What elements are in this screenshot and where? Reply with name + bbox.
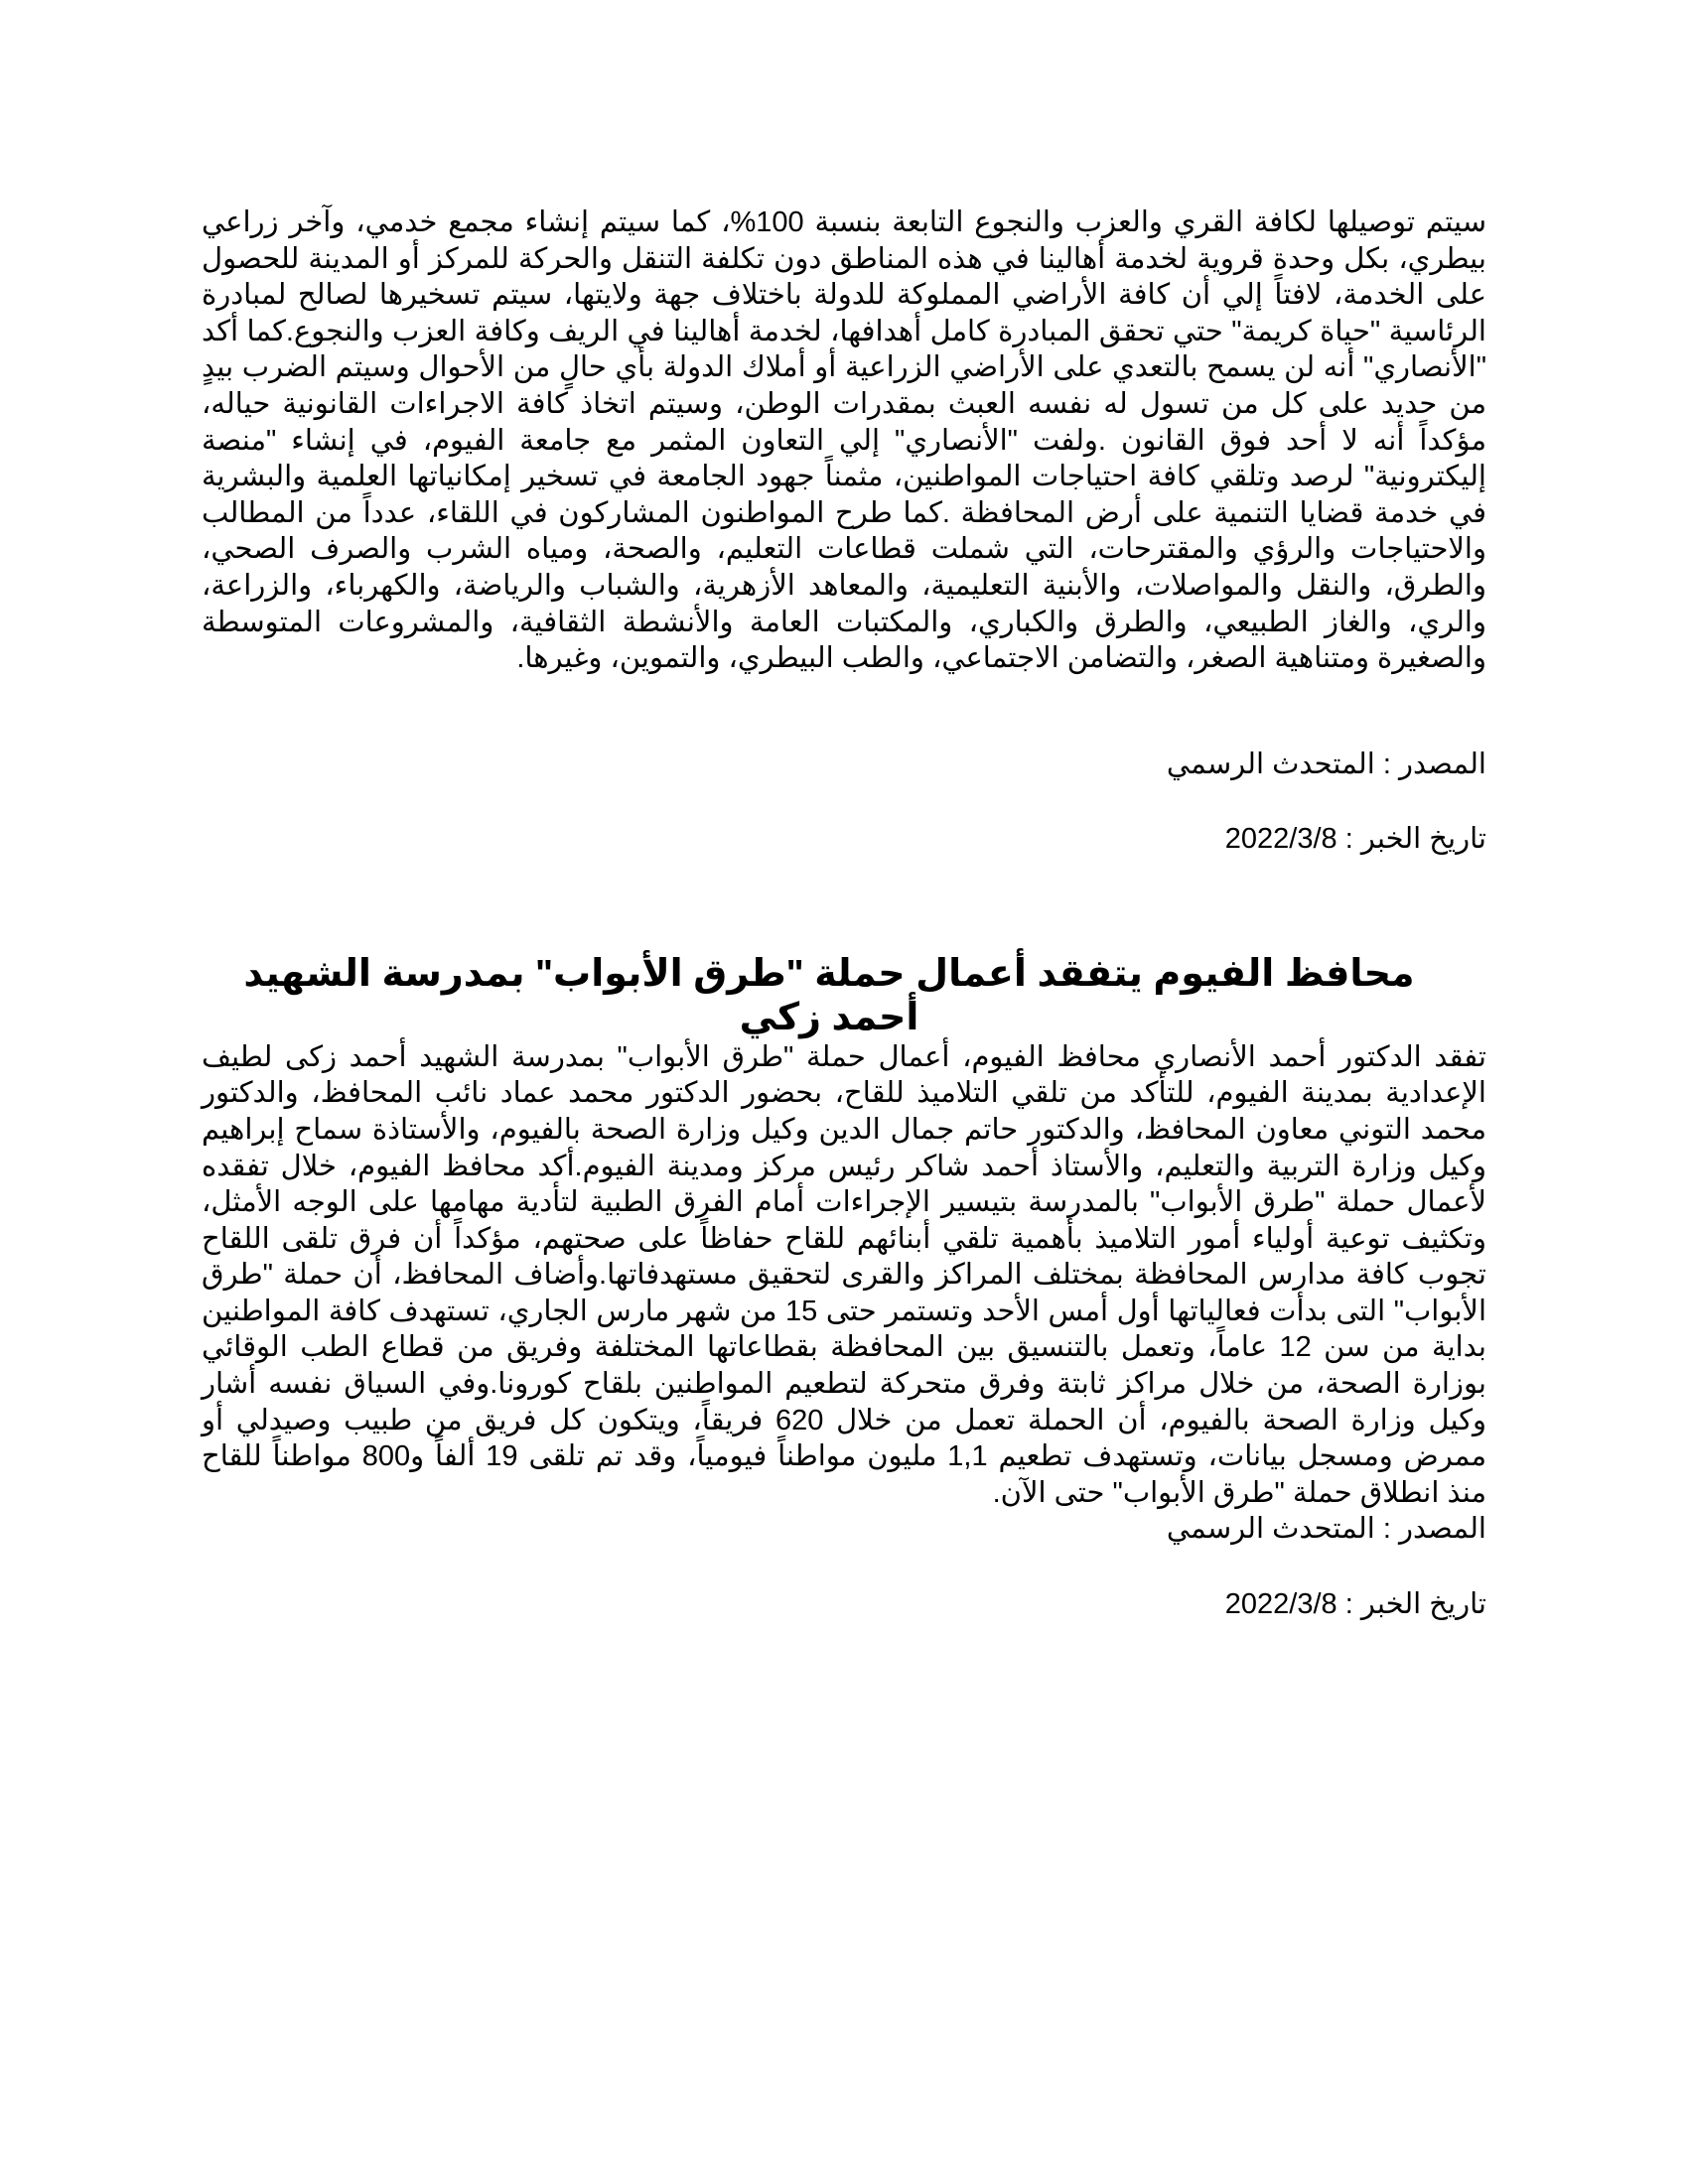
source-label: المصدر [1398,1513,1486,1546]
separator: : [1336,1588,1353,1621]
date-label: تاريخ الخبر [1360,1588,1486,1621]
source-value: المتحدث الرسمي [1166,748,1375,780]
article-2-body: تفقد الدكتور أحمد الأنصاري محافظ الفيوم، أعمال حملة "طرق الأبواب" بمدرسة الشهيد أحمد زكى لطيف الإعدادية بمدينة الفيوم، للتأكد من تلقي التلاميذ للقاح، بحضور الدكتور محمد عماد نائب المحافظ، والدكتور محمد التوني معاون المحافظ، والدكتور حاتم جمال الدين وكيل وزارة الصحة بالفيوم، والأستاذة سماح إبراهيم وكيل وزارة التربية والتعليم، والأستاذ أحمد شاكر رئيس مركز ومدينة الفيوم.أكد محافظ الفيوم، خلال تفقده لأعمال حملة "طرق الأبواب" بالمدرسة بتيسير الإجراءات أمام الفرق الطبية لتأدية مهامها على الوجه الأمثل، وتكثيف توعية أولياء أمور التلاميذ بأهمية تلقي أبنائهم للقاح حفاظاً على صحتهم، مؤكداً أن فرق تلقى اللقاح تجوب كافة مدارس المحافظة بمختلف المراكز والقرى لتحقيق مستهدفاتها.وأضاف المحافظ، أن حملة "طرق الأبواب" التى بدأت فعالياتها أول أمس الأحد وتستمر حتى 15 من شهر مارس الجاري، تستهدف كافة المواطنين بداية من سن 12 عاماً، وتعمل بالتنسيق بين المحافظة بقطاعاتها المختلفة وفريق من قطاع الطب الوقائي بوزارة الصحة، من خلال مراكز ثابتة وفرق متحركة لتطعيم المواطنين بلقاح كورونا.وفي السياق نفسه أشار وكيل وزارة الصحة بالفيوم، أن الحملة تعمل من خلال 620 فريقاً، ويتكون كل فريق من طبيب وصيدلي أو ممرض ومسجل بيانات، وتستهدف تطعيم 1,1 مليون مواطناً فيومياً، وقد تم تلقى 19 ألفاً و800 مواطناً للقاح منذ انطلاق حملة "طرق الأبواب" حتى الآن. [202,1040,1487,1509]
separator: : [1374,1513,1391,1546]
date-label: تاريخ الخبر [1360,822,1486,855]
separator: : [1336,822,1353,855]
document-page [202,205,1486,1622]
article-2-title: محافظ الفيوم يتفقد أعمال حملة "طرق الأبواب" بمدرسة الشهيد أحمد زكي [243,952,1415,1038]
article-2-date [202,1586,1486,1622]
article-2-source [202,1511,1486,1547]
date-value: 2022/3/8 [1224,822,1337,855]
article-2 [202,952,1486,1623]
separator: : [1374,748,1391,780]
article-1-date [202,821,1486,857]
article-1-body: سيتم توصيلها لكافة القري والعزب والنجوع التابعة بنسبة 100%، كما سيتم إنشاء مجمع خدمي، وآخر زراعي بيطري، بكل وحدة قروية لخدمة أهالينا في هذه المناطق دون تكلفة التنقل والحركة للمركز أو المدينة للحصول على الخدمة، لافتاً إلي أن كافة الأراضي المملوكة للدولة باختلاف جهة ولايتها، سيتم تسخيرها لصالح لمبادرة الرئاسية "حياة كريمة" حتي تحقق المبادرة كامل أهدافها، لخدمة أهالينا في الريف وكافة العزب والنجوع.كما أكد "الأنصاري" أنه لن يسمح بالتعدي على الأراضي الزراعية أو أملاك الدولة بأي حالٍ من الأحوال وسيتم الضرب بيدٍ من حديد على كل من تسول له نفسه العبث بمقدرات الوطن، وسيتم اتخاذ كافة الاجراءات القانونية حياله، مؤكداً أنه لا أحد فوق القانون .ولفت "الأنصاري" إلي التعاون المثمر مع جامعة الفيوم، في إنشاء "منصة إليكترونية" لرصد وتلقي كافة احتياجات المواطنين، مثمناً جهود الجامعة في تسخير إمكانياتها العلمية والبشرية في خدمة قضايا التنمية على أرض المحافظة .كما طرح المواطنون المشاركون في اللقاء، عدداً من المطالب والاحتياجات والرؤي والمقترحات، التي شملت قطاعات التعليم، والصحة، ومياه الشرب والصرف الصحي، والطرق، والنقل والمواصلات، والأبنية التعليمية، والمعاهد الأزهرية، والشباب والرياضة، والكهرباء، والزراعة، والري، والغاز الطبيعي، والطرق والكباري، والمكتبات العامة والأنشطة الثقافية، والمشروعات المتوسطة والصغيرة ومتناهية الصغر، والتضامن الاجتماعي، والطب البيطري، والتموين، وغيرها. [202,206,1486,675]
source-label: المصدر [1398,748,1486,780]
article-1 [202,205,1486,857]
article-1-source [202,747,1486,782]
source-value: المتحدث الرسمي [1166,1513,1375,1546]
date-value: 2022/3/8 [1224,1588,1337,1621]
